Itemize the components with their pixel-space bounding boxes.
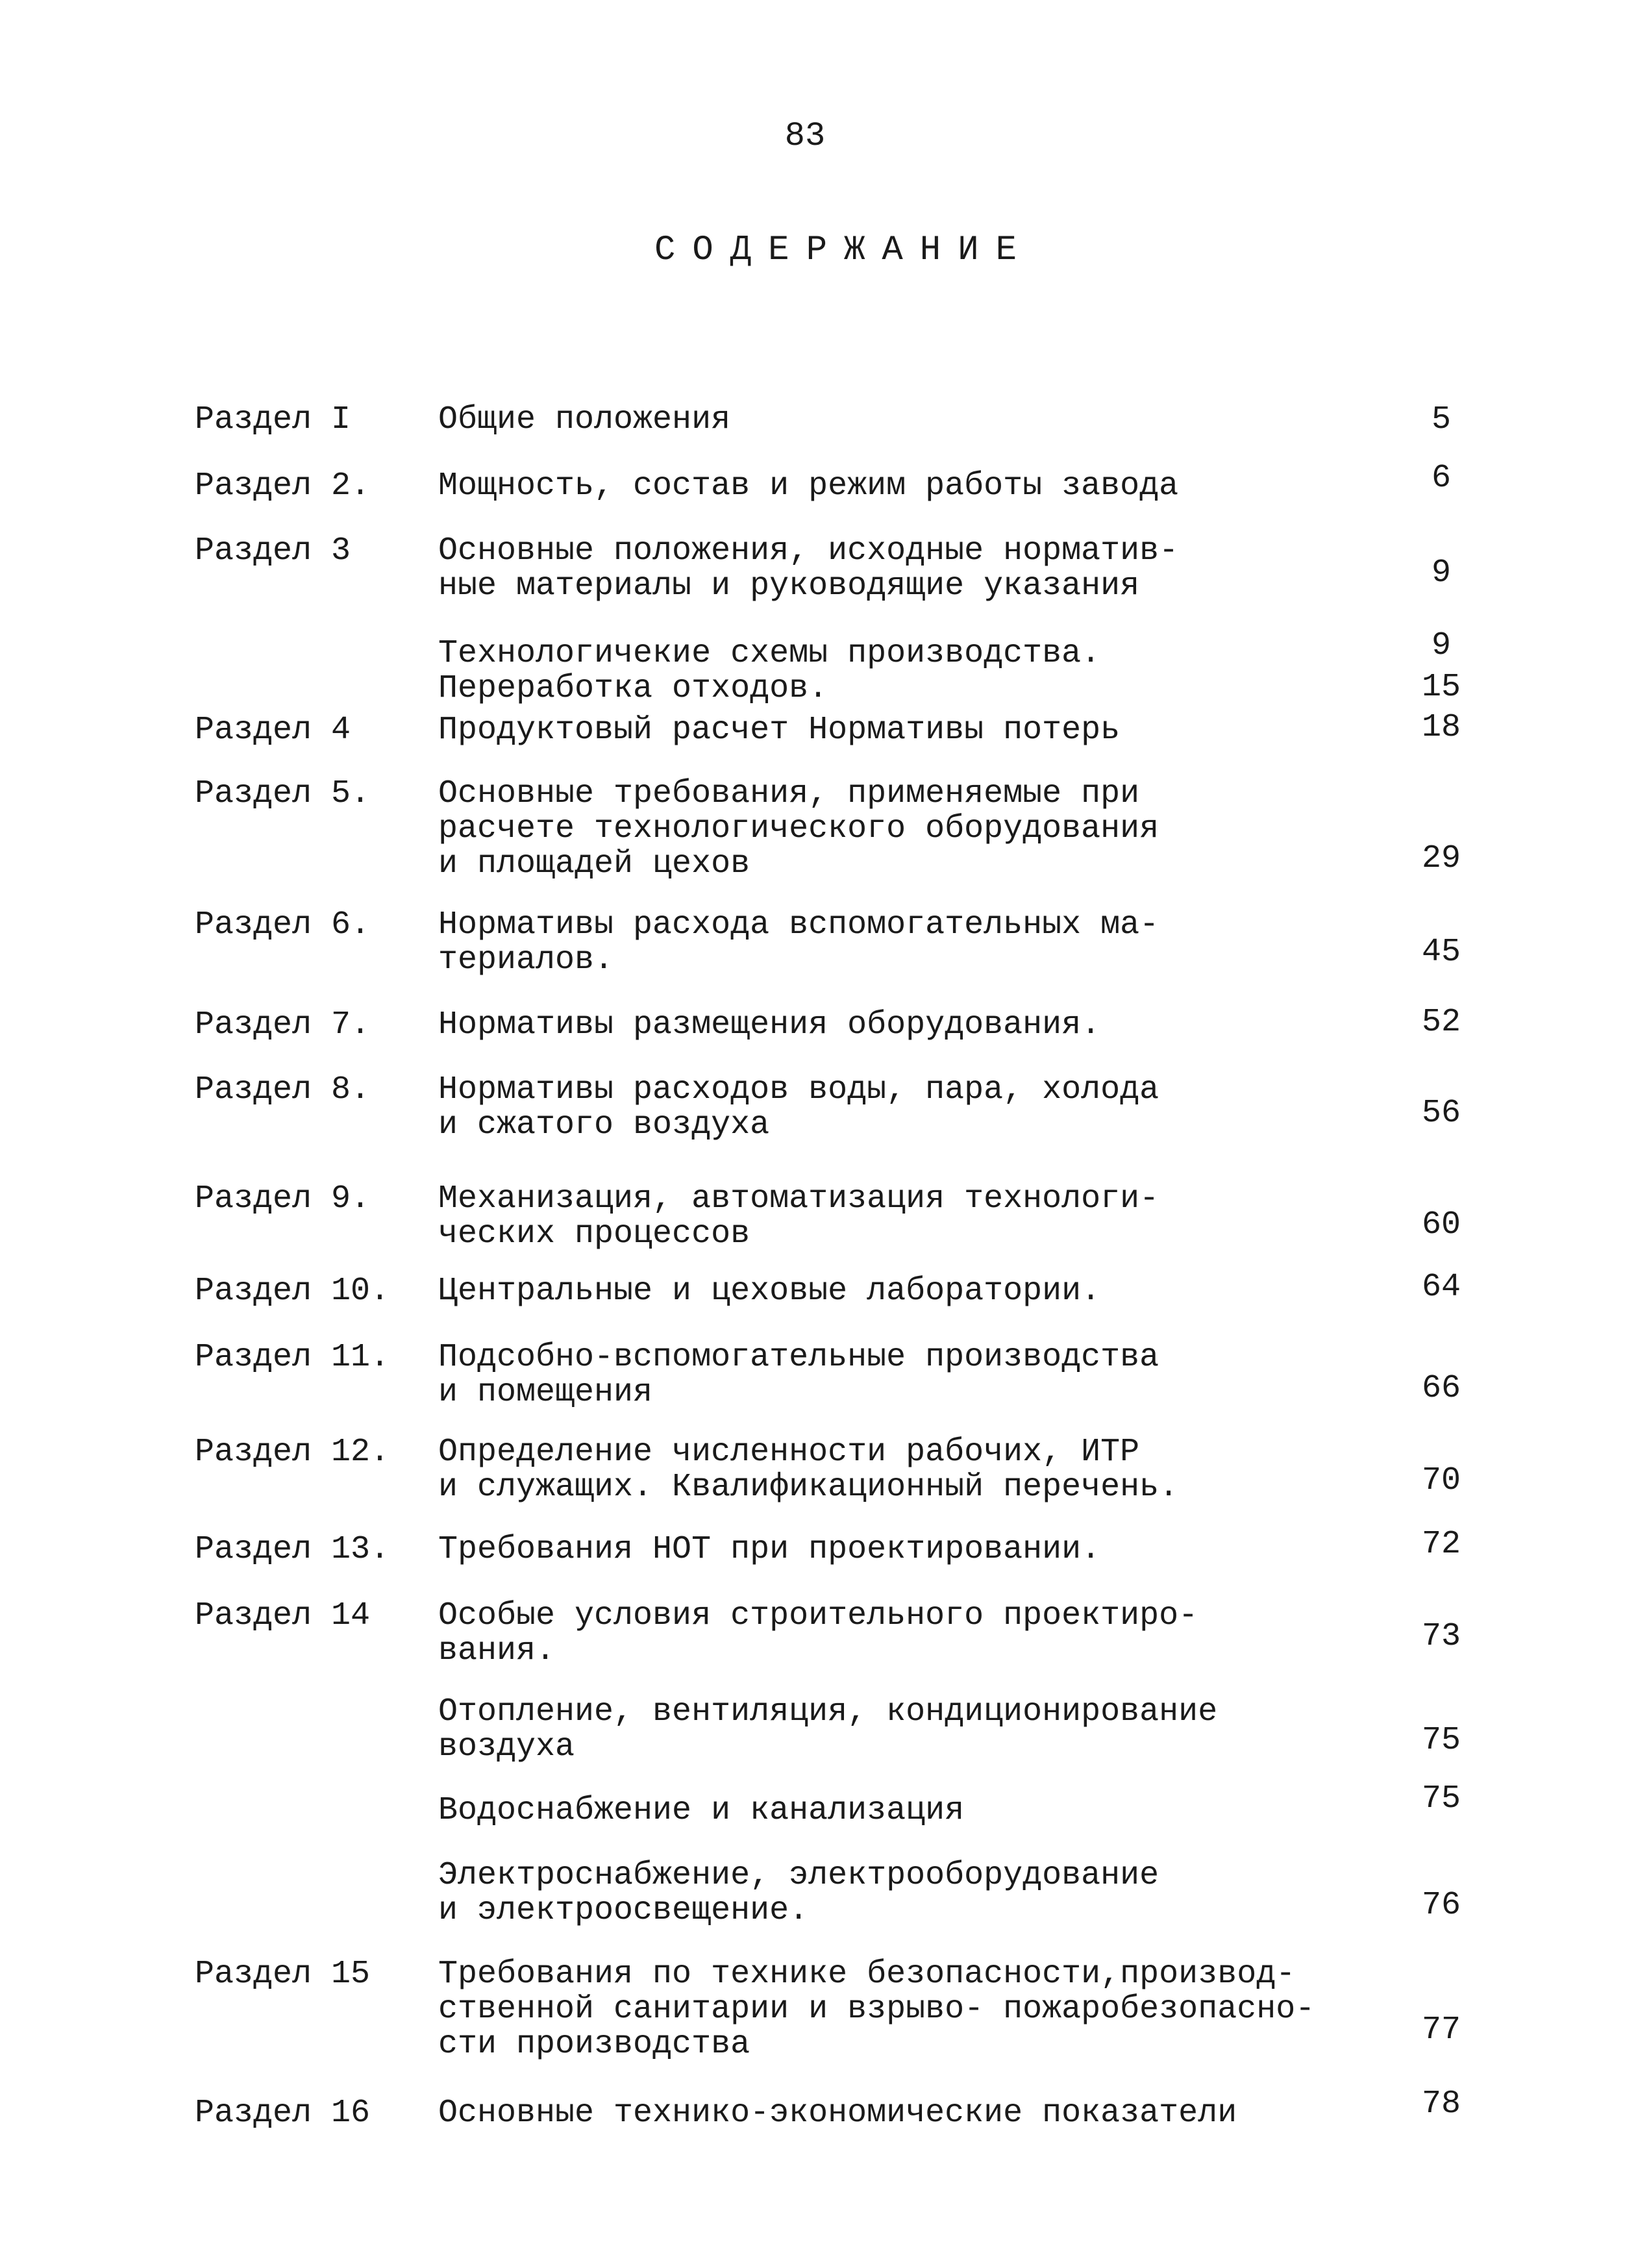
toc-section-title: Нормативы расходов воды, пара, холода и сжатого воздуха	[438, 1071, 1159, 1143]
toc-section-label: Раздел 3	[195, 532, 351, 569]
toc-page-number: 9	[1431, 627, 1451, 664]
toc-page-number: 75	[1421, 1722, 1461, 1759]
toc-section-title: Требования по технике безопасности,производ- ственной санитарии и взрыво- пожаробезопасно- сти производства	[438, 1956, 1315, 2063]
toc-section-label: Раздел 4	[195, 712, 351, 749]
toc-section-label: Раздел 11.	[195, 1339, 390, 1376]
toc-page-number: 45	[1421, 934, 1461, 971]
toc-section-title: Основные требования, применяемые при расчете технологического оборудования и площадей цехов	[438, 775, 1159, 882]
toc-page-number: 64	[1421, 1269, 1461, 1306]
toc-page-number: 15	[1421, 669, 1461, 706]
toc-page-number: 66	[1421, 1370, 1461, 1407]
toc-page-number: 75	[1421, 1780, 1461, 1817]
toc-page-number: 29	[1421, 840, 1461, 877]
toc-page-number: 78	[1421, 2086, 1461, 2123]
toc-section-title: Требования НОТ при проектировании.	[438, 1531, 1101, 1568]
toc-section-label: Раздел 2.	[195, 467, 371, 505]
toc-section-title: Электроснабжение, электрооборудование и электроосвещение.	[438, 1857, 1159, 1929]
toc-section-label: Раздел 5.	[195, 775, 371, 812]
toc-section-title: Отопление, вентиляция, кондиционирование воздуха	[438, 1693, 1218, 1765]
toc-page-number: 77	[1421, 2012, 1461, 2049]
page-number: 83	[784, 117, 826, 155]
toc-page-number: 73	[1421, 1618, 1461, 1655]
toc-section-title: Продуктовый расчет Нормативы потерь	[438, 712, 1121, 749]
toc-page-number: 5	[1431, 401, 1451, 438]
toc-section-title: Общие положения	[438, 401, 731, 438]
toc-section-title: Определение численности рабочих, ИТР и служащих. Квалификационный перечень.	[438, 1434, 1179, 1506]
toc-section-title: Нормативы расхода вспомогательных ма- териалов.	[438, 906, 1159, 978]
toc-section-title: Технологичекие схемы производства.	[438, 635, 1101, 672]
toc-section-title: Центральные и цеховые лаборатории.	[438, 1273, 1101, 1310]
toc-page-number: 70	[1421, 1462, 1461, 1499]
toc-page-number: 56	[1421, 1095, 1461, 1132]
toc-section-title: Водоснабжение и канализация	[438, 1792, 965, 1829]
toc-section-title: Переработка отходов.	[438, 670, 828, 707]
toc-section-title: Особые условия строительного проектиро- вания.	[438, 1597, 1198, 1669]
toc-section-label: Раздел 9.	[195, 1180, 371, 1217]
toc-section-label: Раздел 14	[195, 1597, 371, 1634]
toc-section-title: Нормативы размещения оборудования.	[438, 1006, 1101, 1043]
toc-section-title: Основные положения, исходные норматив- ные материалы и руководящие указания	[438, 532, 1179, 604]
toc-section-label: Раздел 13.	[195, 1531, 390, 1568]
toc-page-number: 18	[1421, 709, 1461, 746]
toc-section-label: Раздел 16	[195, 2095, 371, 2132]
document-title: СОДЕРЖАНИЕ	[654, 231, 1034, 270]
toc-page-number: 9	[1431, 555, 1451, 592]
toc-section-label: Раздел 15	[195, 1956, 371, 1993]
toc-section-label: Раздел I	[195, 401, 351, 438]
toc-section-label: Раздел 6.	[195, 906, 371, 943]
toc-page-number: 72	[1421, 1526, 1461, 1563]
toc-page-number: 6	[1431, 460, 1451, 497]
toc-section-label: Раздел 10.	[195, 1273, 390, 1310]
toc-section-label: Раздел 12.	[195, 1434, 390, 1471]
toc-page-number: 52	[1421, 1004, 1461, 1041]
toc-page-number: 76	[1421, 1887, 1461, 1924]
toc-section-title: Подсобно-вспомогательные производства и помещения	[438, 1339, 1159, 1411]
toc-section-title: Механизация, автоматизация технологи- ческих процессов	[438, 1180, 1159, 1252]
toc-page-number: 60	[1421, 1206, 1461, 1243]
toc-section-label: Раздел 7.	[195, 1006, 371, 1043]
toc-section-label: Раздел 8.	[195, 1071, 371, 1108]
toc-section-title: Мощность, состав и режим работы завода	[438, 467, 1179, 505]
toc-section-title: Основные технико-экономические показатели	[438, 2095, 1237, 2132]
